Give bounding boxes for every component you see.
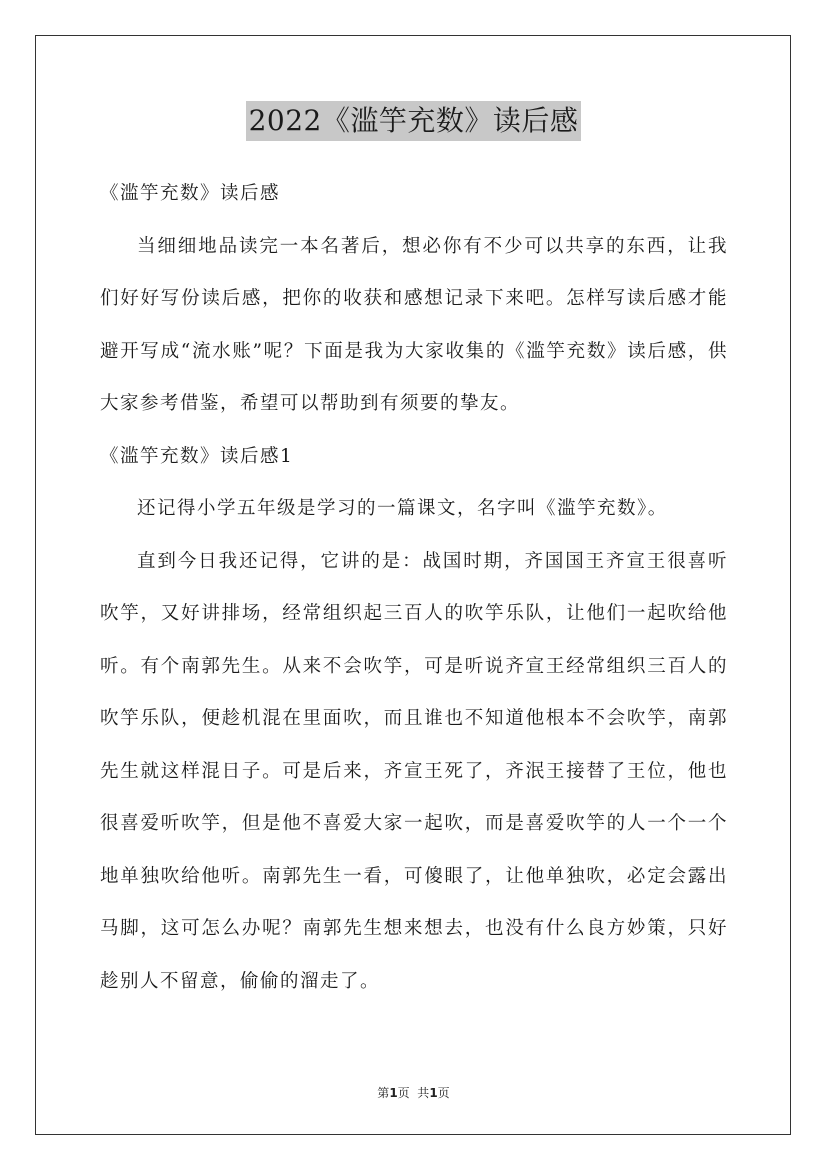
intro-paragraph: 当细细地品读完一本名著后，想必你有不少可以共享的东西，让我们好好写份读后感，把你的收获和感想记录下来吧。怎样写读后感才能避开写成“流水账”呢？下面是我为大家收集的《滥竽充数》读后感，供大家参考借鉴，希望可以帮助到有须要的挚友。 bbox=[100, 235, 728, 414]
footer-page-total: 1 bbox=[429, 1086, 438, 1100]
title-container bbox=[0, 101, 827, 141]
section-heading: 《滥竽充数》读后感1 bbox=[100, 445, 294, 467]
document-body bbox=[100, 168, 728, 1008]
footer-page-suffix: 页 bbox=[437, 1086, 450, 1100]
footer-page-current: 1 bbox=[389, 1086, 398, 1100]
subtitle: 《滥竽充数》读后感 bbox=[100, 183, 281, 204]
document-title: 2022《滥竽充数》读后感 bbox=[246, 101, 582, 141]
page-footer bbox=[0, 1084, 827, 1101]
body-paragraph: 还记得小学五年级是学习的一篇课文，名字叫《滥竽充数》。 bbox=[137, 498, 668, 519]
body-paragraph: 直到今日我还记得，它讲的是：战国时期，齐国国王齐宣王很喜听吹竽，又好讲排场，经常组织起三百人的吹竽乐队，让他们一起吹给他听。有个南郭先生。从来不会吹竽，可是听说齐宣王经常组织三百人的吹竽乐队，便趁机混在里面吹，而且谁也不知道他根本不会吹竽，南郭先生就这样混日子。可是后来，齐宣王死了，齐泯王接替了王位，他也很喜爱听吹竽，但是他不喜爱大家一起吹，而是喜爱吹竽的人一个一个地单独吹给他听。南郭先生一看，可傻眼了，让他单独吹，必定会露出马脚，这可怎么办呢？南郭先生想来想去，也没有什么良方妙策，只好趁别人不留意，偷偷的溜走了。 bbox=[100, 550, 728, 992]
footer-page-prefix: 第 bbox=[377, 1086, 390, 1100]
footer-page-mid: 页 共 bbox=[397, 1086, 430, 1100]
